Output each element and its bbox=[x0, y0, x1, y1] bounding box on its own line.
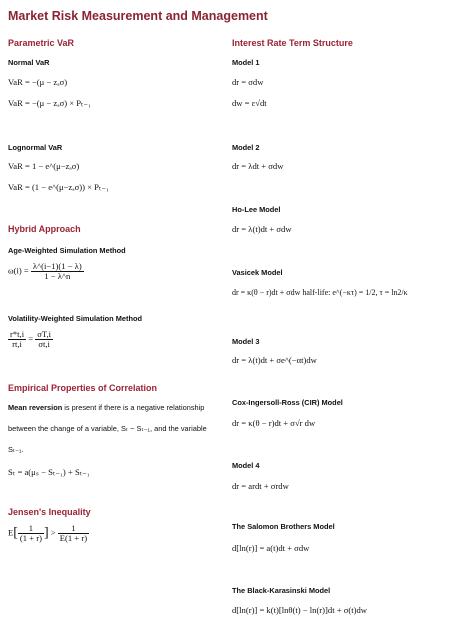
vol-den-left: rt,i bbox=[12, 339, 22, 350]
normal-var-eq-2: VaR = −(μ − zₐσ) × Pₜ₋₁ bbox=[8, 98, 92, 108]
age-weighted-lhs: ω(i) = bbox=[8, 265, 29, 276]
age-weighted-eq bbox=[8, 262, 84, 281]
normal-var-eq-1: VaR = −(μ − zₐσ) bbox=[8, 77, 68, 87]
lognormal-var-eq-1: VaR = 1 − e^(μ−zₐσ) bbox=[8, 161, 80, 171]
model-1-label: Model 1 bbox=[232, 58, 260, 67]
jensen-expectation: E bbox=[8, 527, 14, 538]
vasicek-label: Vasicek Model bbox=[232, 268, 283, 277]
vol-num-left: r*t,i bbox=[10, 329, 25, 339]
mean-reversion-text: is present if there is a negative relationship between the change of a variable, Sₜ − Sₜ₋₁, and the variable Sₜ₋₁. bbox=[8, 403, 207, 454]
ho-lee-eq: dr = λ(t)dt + σdw bbox=[232, 224, 292, 234]
lognormal-var-eq-2: VaR = (1 − e^(μ−zₐσ)) × Pₜ₋₁ bbox=[8, 182, 109, 192]
cir-label: Cox-Ingersoll-Ross (CIR) Model bbox=[232, 398, 343, 407]
jensen-rhs-num: 1 bbox=[58, 524, 89, 534]
model-2-eq: dr = λdt + σdw bbox=[232, 161, 284, 171]
black-karasinski-eq: d[ln(r)] = k(t)[lnθ(t) − ln(r)]dt + σ(t)dw bbox=[232, 605, 367, 615]
salomon-brothers-label: The Salomon Brothers Model bbox=[232, 522, 335, 531]
age-weighted-label: Age-Weighted Simulation Method bbox=[8, 246, 126, 255]
mean-reversion-eq: Sₜ = a(μₛ − Sₜ₋₁) + Sₜ₋₁ bbox=[8, 467, 90, 477]
jensen-inequality-heading: Jensen's Inequality bbox=[8, 507, 91, 517]
hybrid-approach-heading: Hybrid Approach bbox=[8, 224, 81, 234]
jensen-operator: > bbox=[50, 527, 56, 538]
empirical-correlation-heading: Empirical Properties of Correlation bbox=[8, 383, 158, 393]
model-4-eq: dr = ardt + σrdw bbox=[232, 481, 289, 491]
vol-fraction-right bbox=[35, 330, 53, 349]
lognormal-var-label: Lognormal VaR bbox=[8, 143, 63, 152]
parametric-var-heading: Parametric VaR bbox=[8, 38, 75, 48]
model-3-eq: dr = λ(t)dt + σe^(−αt)dw bbox=[232, 355, 317, 365]
jensen-lhs-fraction bbox=[18, 524, 44, 543]
ho-lee-label: Ho-Lee Model bbox=[232, 205, 281, 214]
term-structure-heading: Interest Rate Term Structure bbox=[232, 38, 353, 48]
jensen-inequality-eq: E[ $\frac{1}{(1 + r)}$ ] > $\frac{1}{E(1 + r)}$ bbox=[8, 523, 88, 544]
black-karasinski-label: The Black-Karasinski Model bbox=[232, 586, 331, 595]
vol-num-right: σT,i bbox=[37, 329, 52, 339]
model-2-label: Model 2 bbox=[232, 143, 260, 152]
normal-var-label: Normal VaR bbox=[8, 58, 50, 67]
age-weighted-fraction bbox=[31, 262, 84, 281]
vol-equals: = bbox=[28, 333, 34, 344]
volatility-weighted-label: Volatility-Weighted Simulation Method bbox=[8, 314, 142, 323]
jensen-rhs-den: E(1 + r) bbox=[59, 533, 88, 544]
jensen-lhs-den: (1 + r) bbox=[19, 533, 42, 544]
vasicek-eq: dr = κ(θ − r)dt + σdw half-life: e^(−κτ) = 1/2, τ = ln2/κ bbox=[232, 288, 408, 297]
age-weighted-numerator: λ^(i−1)(1 − λ) bbox=[32, 261, 82, 271]
model-3-label: Model 3 bbox=[232, 337, 260, 346]
vol-den-right: σt,i bbox=[38, 339, 50, 350]
jensen-rhs-fraction bbox=[58, 524, 89, 543]
volatility-weighted-eq bbox=[8, 330, 53, 349]
mean-reversion-term: Mean reversion bbox=[8, 403, 63, 412]
cir-eq: dr = κ(θ − r)dt + σ√r dw bbox=[232, 418, 316, 428]
page-title: Market Risk Measurement and Management bbox=[8, 9, 268, 23]
salomon-brothers-eq: d[ln(r)] = a(t)dt + σdw bbox=[232, 543, 310, 553]
age-weighted-denominator: 1 − λ^n bbox=[44, 271, 71, 282]
model-1-eq-2: dw = ε√dt bbox=[232, 98, 267, 108]
jensen-lhs-num: 1 bbox=[18, 524, 44, 534]
model-4-label: Model 4 bbox=[232, 461, 260, 470]
mean-reversion-paragraph bbox=[8, 397, 220, 460]
vol-fraction-left bbox=[8, 330, 26, 349]
model-1-eq-1: dr = σdw bbox=[232, 77, 264, 87]
